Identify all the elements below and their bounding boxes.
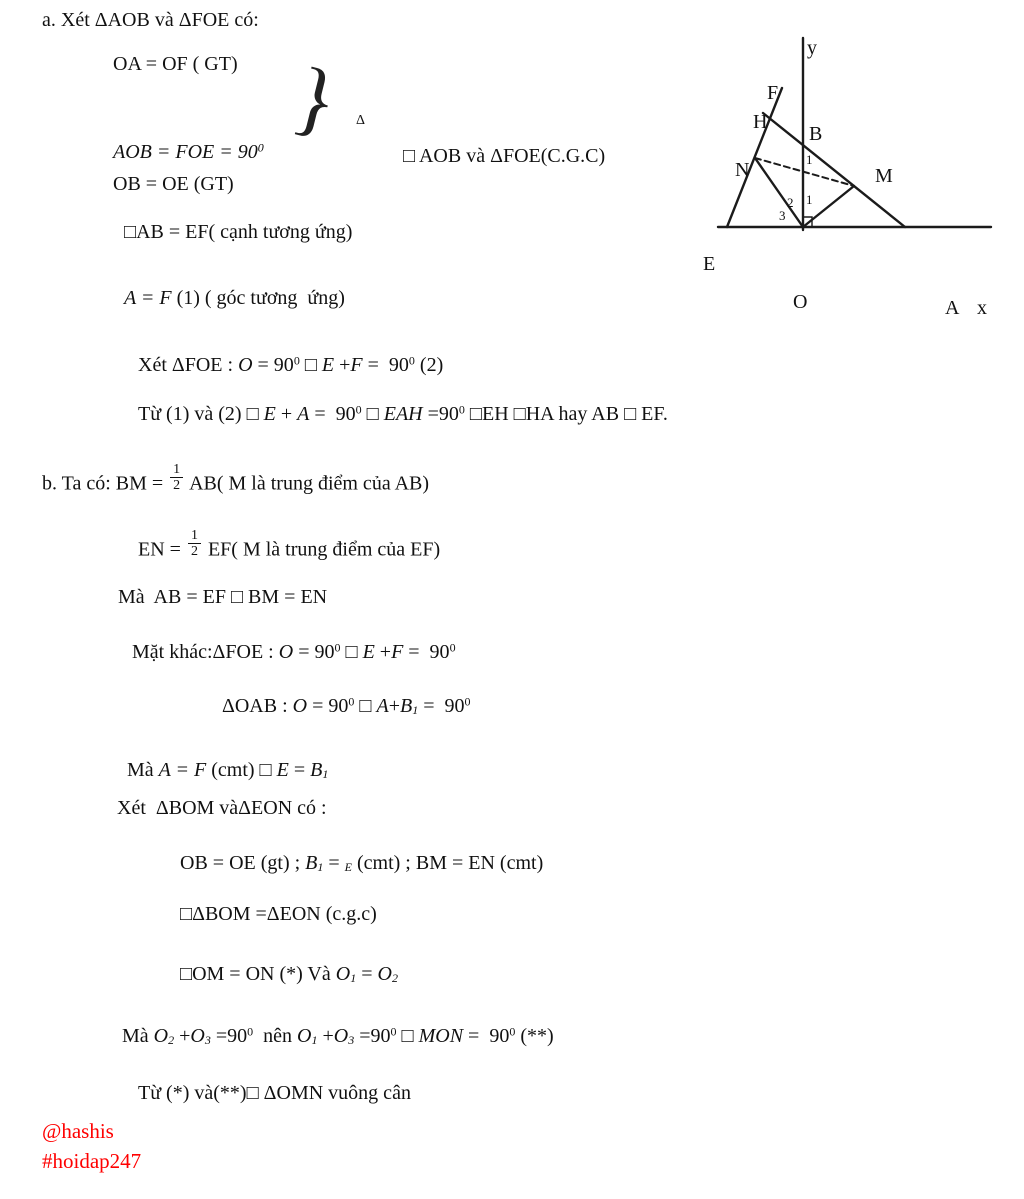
text-run: O: [190, 1025, 205, 1047]
step-a-header: a. Xét ΔAOB và ΔFOE có:: [42, 9, 259, 31]
text-run: = 90: [293, 641, 335, 663]
line-ma-a-f: [127, 758, 328, 783]
text-run: E: [276, 759, 289, 781]
line-xet-bom-eon: Xét ΔBOM vàΔEON có :: [117, 797, 327, 819]
text-run: +: [334, 354, 351, 376]
text-run: □: [354, 695, 377, 717]
fraction-numerator: 1: [188, 528, 201, 544]
text-run: 0: [293, 353, 300, 368]
label-m: M: [875, 165, 893, 187]
text-run: EF( M là trung điểm của EF): [202, 538, 441, 561]
label-y: y: [807, 37, 817, 59]
text-run: 0: [355, 402, 362, 417]
text-run: E: [321, 354, 335, 376]
text-run: EAH: [383, 403, 423, 425]
text-run: 1: [350, 971, 357, 986]
text-run: □EH □HA hay AB □ EF.: [464, 403, 668, 425]
text-run: = 90: [309, 403, 356, 425]
text-run: O: [335, 963, 351, 985]
angle-label-b1: 1: [806, 152, 813, 167]
text-run: 0: [247, 1024, 254, 1039]
text-run: 0: [449, 640, 456, 655]
text-run: =90: [210, 1025, 248, 1047]
text-run: O: [297, 1025, 312, 1047]
label-n: N: [735, 159, 750, 181]
author-handle: @hashis: [42, 1119, 114, 1143]
text-run: +: [388, 695, 400, 717]
text-run: □: [340, 641, 363, 663]
text-run: AOB = FOE = 90: [113, 141, 258, 163]
text-run: MON: [418, 1025, 464, 1047]
text-run: B: [310, 759, 323, 781]
text-run: 3: [204, 1033, 211, 1048]
text-run: A: [297, 403, 310, 425]
text-run: □: [396, 1025, 419, 1047]
line-ma-ab-ef: Mà AB = EF □ BM = EN: [118, 586, 328, 608]
text-run: 1: [317, 860, 324, 875]
text-run: 2: [391, 971, 398, 986]
text-run: B: [305, 852, 318, 874]
text-run: (1) ( góc tương ứng): [171, 287, 345, 309]
text-run: 0: [458, 402, 465, 417]
text-run: 0: [390, 1024, 397, 1039]
label-b: B: [809, 123, 823, 145]
line-mat-khac: [132, 640, 456, 665]
text-run: OB = OE (gt) ;: [180, 852, 306, 874]
eq-ob-oe: OB = OE (GT): [113, 173, 234, 195]
text-run: □OM = ON (*) Và: [180, 963, 336, 985]
eq-angle-a-f: [124, 286, 345, 311]
text-run: O: [153, 1025, 169, 1047]
text-run: Từ (1) và (2) □: [138, 403, 264, 425]
label-a: A: [945, 297, 960, 319]
label-e: E: [703, 253, 716, 275]
text-run: 0: [408, 353, 415, 368]
label-h: H: [753, 111, 768, 133]
text-run: nên: [253, 1025, 298, 1047]
text-run: E: [263, 403, 276, 425]
label-f: F: [767, 82, 779, 104]
text-run: =: [323, 852, 345, 874]
label-o: O: [793, 291, 808, 313]
fraction-one-half: [170, 462, 183, 494]
grouping-brace: }: [285, 49, 348, 150]
line-ma-o2-o3: [122, 1024, 554, 1049]
text-run: F: [350, 354, 363, 376]
text-run: = 90: [463, 1025, 510, 1047]
text-run: 0: [334, 640, 341, 655]
text-run: b. Ta có: BM =: [42, 472, 169, 495]
text-run: (**): [515, 1025, 554, 1047]
text-run: =90: [354, 1025, 391, 1047]
line-tu-1-2: [138, 402, 668, 427]
text-run: O: [278, 641, 294, 663]
text-run: O: [292, 695, 308, 717]
text-run: 1: [311, 1033, 318, 1048]
text-run: (cmt) □: [206, 759, 277, 781]
text-run: □: [361, 403, 384, 425]
text-run: 0: [464, 694, 471, 709]
fraction-numerator: 1: [170, 462, 183, 478]
text-run: Mà: [127, 759, 159, 781]
text-run: Mà: [122, 1025, 154, 1047]
text-run: +: [275, 403, 298, 425]
conclusion-cgc: □ AOB và ΔFOE(C.G.C): [403, 145, 606, 167]
text-run: = 90: [307, 695, 349, 717]
site-hashtag: #hoidap247: [42, 1149, 142, 1173]
text-run: A = F: [158, 759, 207, 781]
text-run: = 90: [403, 641, 450, 663]
line-om-on: [180, 962, 398, 987]
text-run: F: [391, 641, 404, 663]
text-run: O: [377, 963, 392, 985]
text-run: = 90: [418, 695, 465, 717]
step-en-half-ef: [138, 528, 440, 562]
text-run: 1: [322, 767, 329, 782]
text-run: 0: [509, 1024, 516, 1039]
label-x-axis: x: [977, 297, 987, 319]
geometry-diagram: [695, 28, 1015, 328]
text-run: 3: [348, 1033, 355, 1048]
text-run: =: [356, 963, 378, 985]
text-run: +: [174, 1025, 191, 1047]
text-run: 0: [348, 694, 355, 709]
step-b-bm-half-ab: [42, 462, 429, 496]
text-run: Mặt khác:ΔFOE :: [132, 641, 279, 663]
line-conclusion: Từ (*) và(**)□ ΔOMN vuông cân: [138, 1082, 411, 1104]
eq-oa-of: OA = OF ( GT): [113, 53, 238, 75]
text-run: 1: [412, 703, 419, 718]
fraction-one-half: [188, 528, 201, 560]
angle-label-o2: 2: [787, 195, 794, 210]
text-run: Xét ΔFOE :: [138, 354, 239, 376]
text-run: = 90: [362, 354, 409, 376]
line-xet-foe: [138, 353, 443, 378]
text-run: E: [344, 860, 352, 875]
text-run: O: [333, 1025, 349, 1047]
segment-nm-dashed: [755, 158, 854, 186]
text-run: O: [238, 354, 253, 376]
delta-mark: Δ: [356, 113, 366, 128]
text-run: (2): [414, 354, 444, 376]
text-run: AB( M là trung điểm của AB): [185, 472, 430, 495]
text-run: A = F: [124, 287, 172, 309]
text-run: A: [376, 695, 389, 717]
text-run: =: [288, 759, 311, 781]
fraction-denominator: 2: [173, 478, 181, 494]
text-run: +: [374, 641, 392, 663]
text-run: (cmt) ; BM = EN (cmt): [352, 852, 544, 874]
text-run: □: [299, 354, 322, 376]
text-run: B: [399, 695, 413, 717]
text-run: ΔOAB :: [222, 695, 293, 717]
line-bom-eon-cgc: □ΔBOM =ΔEON (c.g.c): [180, 903, 377, 925]
text-run: = 90: [252, 354, 294, 376]
eq-angle-aob-foe: [113, 140, 264, 165]
angle-label-o1: 1: [806, 192, 813, 207]
angle-label-o3: 3: [779, 208, 786, 223]
text-run: 0: [257, 140, 264, 155]
text-run: E: [362, 641, 375, 663]
text-run: 2: [168, 1033, 175, 1048]
text-run: +: [317, 1025, 334, 1047]
text-run: =90: [422, 403, 459, 425]
text-run: EN =: [138, 538, 186, 561]
line-oab: [222, 694, 470, 719]
line-ob-oe-b1-e: [180, 851, 543, 876]
eq-ab-ef: □AB = EF( cạnh tương ứng): [124, 221, 353, 243]
fraction-denominator: 2: [190, 544, 198, 560]
